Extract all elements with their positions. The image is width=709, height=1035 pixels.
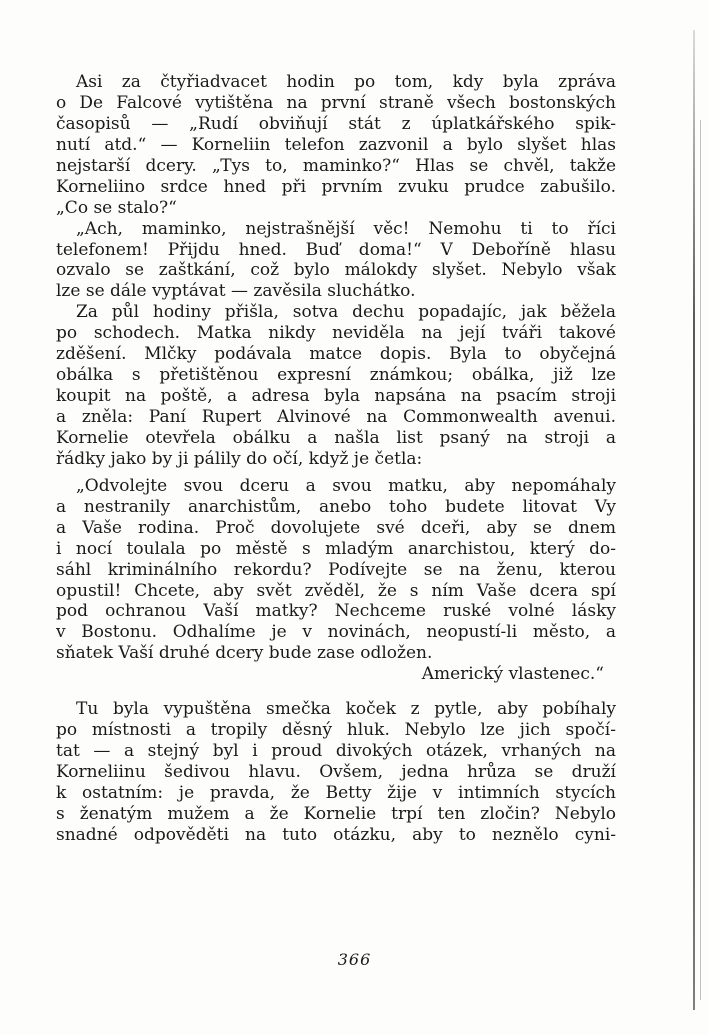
text-line: i nocí toulala po městě s mladým anarchistou, který do- <box>56 538 616 559</box>
text-line: Korneliinu šedivou hlavu. Ovšem, jedna hrůza se druží <box>56 762 616 782</box>
text-line: sáhl kriminálního rekordu? Podívejte se na ženu, kterou <box>56 559 616 580</box>
text-line: pod ochranou Vaší matky? Nechceme ruské volné lásky <box>56 601 616 622</box>
text-line: o De Falcové vytištěna na první straně všech bostonských <box>56 92 616 113</box>
paragraph-4 <box>56 699 616 846</box>
letter-signature: Americký vlastenec.“ <box>421 664 604 685</box>
text-line: časopisů — „Rudí obviňují stát z úplatkářského spik- <box>56 113 616 134</box>
text-line: po schodech. Matka nikdy neviděla na její tváři takové <box>56 323 616 344</box>
text-line: „Odvolejte svou dceru a svou matku, aby nepomáhaly <box>76 475 616 496</box>
page-number: 366 <box>337 950 372 969</box>
text-line: „Ach, maminko, nejstrašnější věc! Nemohu ti to říci <box>76 218 616 239</box>
text-line: v Bostonu. Odhalíme je v novinách, neopustí-li město, a <box>56 622 616 643</box>
text-line: Za půl hodiny přišla, sotva dechu popadajíc, jak běžela <box>76 302 616 323</box>
text-line: nutí atd.“ — Korneliin telefon zazvonil a bylo slyšet hlas <box>56 134 616 155</box>
text-line: k ostatním: je pravda, že Betty žije v intimních stycích <box>56 782 616 803</box>
text-line: obálka s přetištěnou expresní známkou; obálka, již lze <box>56 365 616 386</box>
text-line: a Vaše rodina. Proč dovolujete své dceři, aby se dnem <box>56 517 616 538</box>
body-text <box>56 72 616 846</box>
paragraph-1 <box>56 72 616 219</box>
text-line: s ženatým mužem a že Kornelie trpí ten zločin? Nebylo <box>56 803 616 824</box>
text-line: tat — a stejný byl i proud divokých otázek, vrhaných na <box>56 741 616 762</box>
text-line: „Co se stalo?“ <box>56 197 177 218</box>
text-line: snadné odpověděti na tuto otázku, aby to neznělo cyni- <box>56 824 616 845</box>
text-line: opustil! Chcete, aby svět zvěděl, že s ním Vaše dcera spí <box>56 580 616 601</box>
text-line: koupit na poště, a adresa byla napsána na psacím stroji <box>56 386 616 407</box>
text-line: a nestranily anarchistům, anebo toho budete litovat Vy <box>56 496 616 517</box>
text-line: nejstarší dcery. „Tys to, maminko?“ Hlas se chvěl, takže <box>56 155 616 176</box>
text-line: ozvalo se zaštkání, což bylo málokdy slyšet. Nebylo však <box>56 260 616 281</box>
text-line: zděšení. Mlčky podávala matce dopis. Byla to obyčejná <box>56 344 616 365</box>
text-line: lze se dále vyptávat — zavěsila sluchátko. <box>56 281 416 302</box>
paragraph-3 <box>56 302 616 470</box>
text-line: sňatek Vaší druhé dcery bude zase odložen. <box>56 643 433 664</box>
text-line: Tu byla vypuštěna smečka koček z pytle, aby pobíhaly <box>76 699 616 720</box>
text-line: po místnosti a tropily děsný hluk. Nebylo lze jich spočí- <box>56 720 616 741</box>
anonymous-letter <box>56 476 616 685</box>
paragraph-2 <box>56 219 616 303</box>
text-line: Asi za čtyřiadvacet hodin po tom, kdy byla zpráva <box>76 72 616 92</box>
text-line: Korneliino srdce hned při prvním zvuku prudce zabušilo. <box>56 176 616 197</box>
text-line: řádky jako by ji pálily do očí, když je četla: <box>56 448 423 469</box>
page-edge-shadow <box>693 30 695 1010</box>
text-line: Kornelie otevřela obálku a našla list psaný na stroji a <box>56 427 616 448</box>
text-line: a zněla: Paní Rupert Alvinové na Commonwealth avenui. <box>56 407 616 427</box>
page-edge-line <box>700 120 701 1000</box>
spacer <box>56 685 616 699</box>
text-line: telefonem! Přijdu hned. Buď doma!“ V Deboříně hlasu <box>56 239 616 260</box>
